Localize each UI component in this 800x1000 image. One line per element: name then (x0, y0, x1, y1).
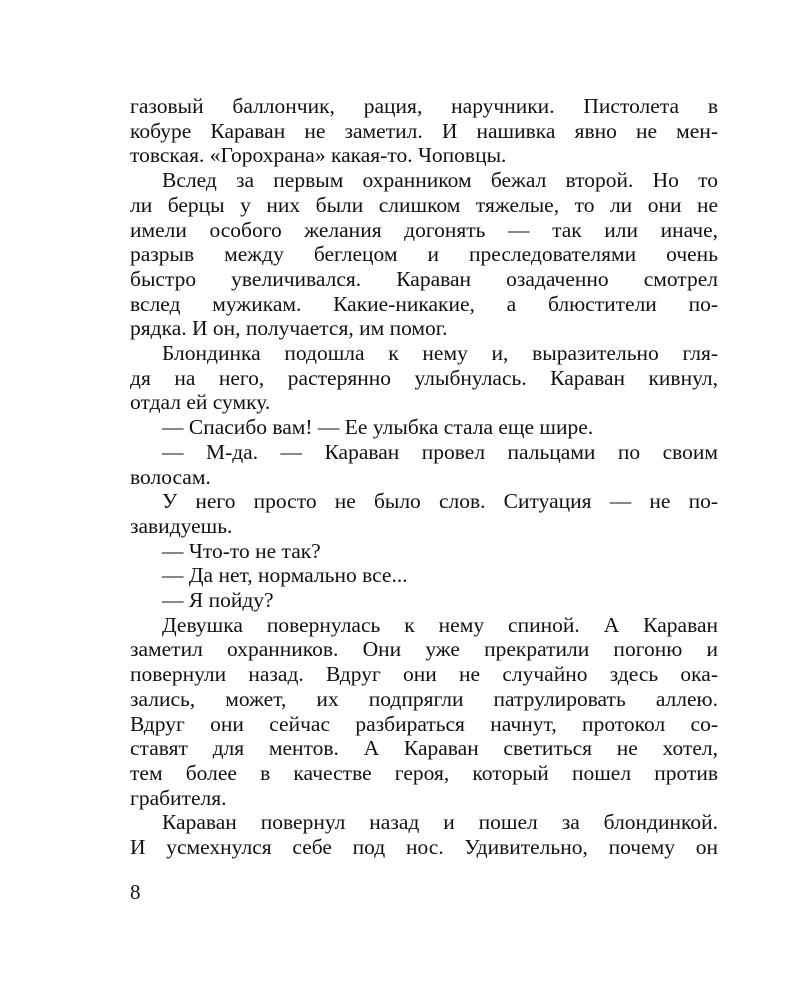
text-line: Караван повернул назад и пошел за блондинкой. (162, 810, 718, 835)
text-line: зались, может, их подпрягли патрулировать аллею. (130, 686, 718, 711)
text-line: дя на него, растерянно улыбнулась. Караван кивнул, (130, 365, 718, 390)
text-line: Вслед за первым охранником бежал второй. Но то (162, 168, 718, 193)
text-line: грабителя. (130, 785, 227, 810)
text-line: — Я пойду? (162, 588, 274, 613)
text-line: завидуешь. (130, 513, 233, 538)
text-line: Блондинка подошла к нему и, выразительно гля- (162, 341, 718, 366)
text-line: Девушка повернулась к нему спиной. А Караван (162, 612, 718, 637)
text-line: кобуре Караван не заметил. И нашивка явно не мен- (130, 118, 718, 143)
text-line: повернули назад. Вдруг они не случайно здесь ока- (130, 662, 718, 687)
text-line: тем более в качестве героя, который пошел против (130, 760, 718, 785)
text-line: газовый баллончик, рация, наручники. Пистолета в (130, 94, 718, 118)
text-line: — Что-то не так? (162, 538, 321, 563)
text-line: ставят для ментов. А Караван светиться не хотел, (130, 736, 718, 761)
text-line: разрыв между беглецом и преследователями очень (130, 242, 718, 267)
text-line: имели особого желания догонять — так или иначе, (130, 217, 718, 242)
text-line: волосам. (130, 464, 211, 489)
text-line: вслед мужикам. Какие-никакие, а блюстители по- (130, 291, 718, 316)
text-line: — Спасибо вам! — Ее улыбка стала еще шире. (162, 415, 594, 440)
text-line: Вдруг они сейчас разбираться начнут, протокол со- (130, 711, 718, 736)
text-line: быстро увеличивался. Караван озадаченно смотрел (130, 266, 718, 291)
text-line: У него просто не было слов. Ситуация — не по- (162, 489, 718, 514)
page-number: 8 (130, 880, 141, 904)
text-line: ли берцы у них были слишком тяжелые, то ли они не (130, 192, 718, 217)
book-page-text (130, 94, 718, 860)
text-line: заметил охранников. Они уже прекратили погоню и (130, 637, 718, 662)
text-line: товская. «Горохрана» какая-то. Чоповцы. (130, 143, 507, 168)
text-line: отдал ей сумку. (130, 390, 271, 415)
text-line: И усмехнулся себе под нос. Удивительно, почему он (130, 835, 718, 860)
text-line: — Да нет, нормально все... (162, 563, 408, 588)
text-line: — М-да. — Караван провел пальцами по своим (162, 439, 718, 464)
text-line: рядка. И он, получается, им помог. (130, 316, 448, 341)
